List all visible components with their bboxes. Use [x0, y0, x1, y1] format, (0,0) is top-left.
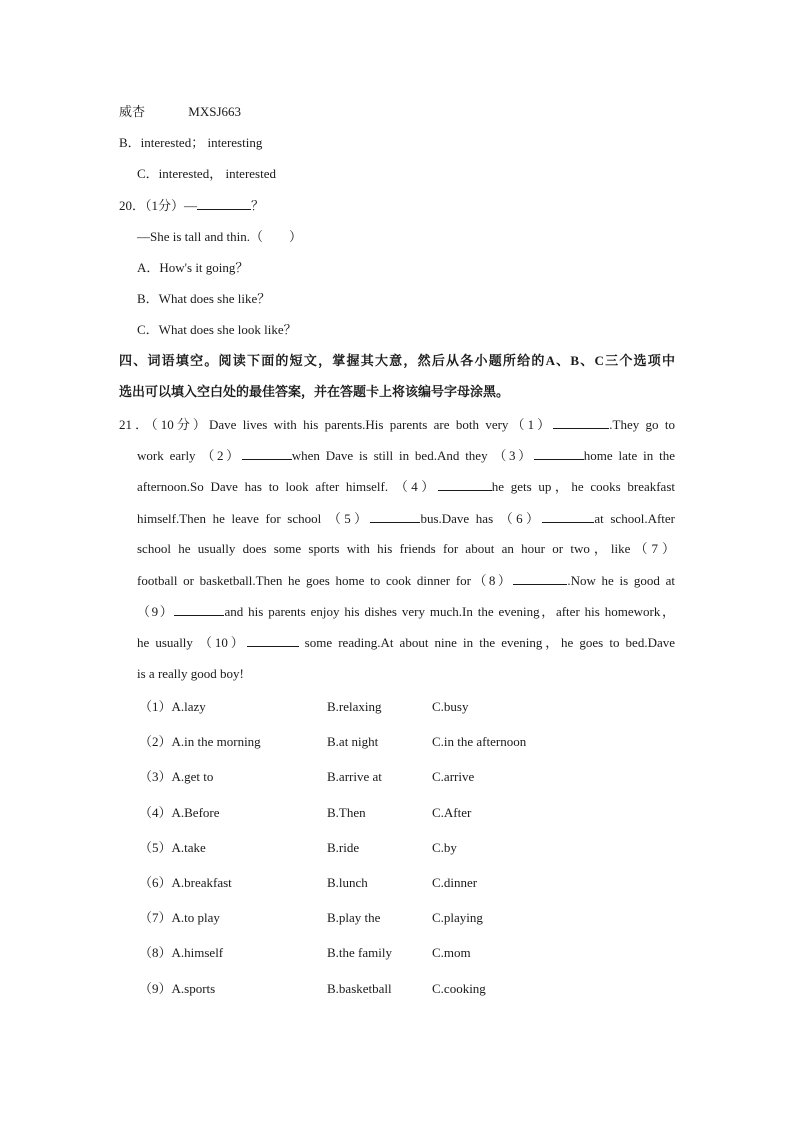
option-c: C.in the afternoon — [432, 734, 527, 750]
option-a: （8）A.himself — [139, 945, 224, 961]
answer-blank[interactable] — [513, 571, 567, 585]
option-a: （3）A.get to — [139, 769, 214, 785]
answer-blank[interactable] — [534, 446, 584, 460]
option-a: （7）A.to play — [139, 910, 220, 926]
option-b: B.arrive at — [327, 769, 382, 785]
passage-text: .They go to — [609, 417, 676, 432]
q20-option-b: B．What does she like？ — [137, 291, 271, 306]
passage-line — [137, 633, 675, 664]
option-b: B.basketball — [327, 980, 392, 996]
passage-text: and his parents enjoy his dishes very much.In the evening，after his homework， — [224, 604, 675, 620]
option-b: B.at night — [327, 734, 379, 750]
passage-text: bus.Dave has （6） — [420, 510, 543, 526]
option-b: B.the family — [327, 945, 392, 961]
passage-text: football or basketball.Then he goes home to cook dinner for（8） — [137, 572, 514, 588]
option-c: C.cooking — [432, 980, 486, 996]
answer-blank[interactable] — [242, 446, 292, 460]
header-code: MXSJ663 — [188, 104, 242, 119]
passage-text: he gets up，he cooks breakfast — [491, 479, 676, 495]
option-a: （1）A.lazy — [139, 699, 206, 714]
option-a: （6）A.breakfast — [139, 875, 232, 890]
answer-blank[interactable] — [197, 196, 251, 210]
passage-text: is a really good boy! — [137, 665, 244, 681]
answer-blank[interactable] — [247, 633, 299, 647]
option-b: B.play the — [327, 910, 381, 926]
passage-text: home late in the — [583, 448, 676, 464]
option-a: （4）A.Before — [139, 804, 220, 820]
option-c: C.dinner — [432, 875, 478, 890]
passage-line — [137, 602, 675, 633]
option-c: C.After — [432, 804, 472, 820]
option-c: C.mom — [432, 945, 471, 961]
passage-text: afternoon.So Dave has to look after himself. （4） — [137, 479, 438, 495]
option-c: C.playing — [432, 910, 483, 926]
passage-line — [137, 509, 675, 540]
header-name: 威杏 — [119, 104, 146, 119]
q20-option-c: C．What does she look like？ — [137, 322, 297, 337]
q20-answer-line: —She is tall and thin.（ ） — [137, 229, 303, 244]
option-b: B.relaxing — [327, 699, 382, 714]
option-c: C.busy — [432, 699, 469, 714]
answer-blank[interactable] — [542, 509, 594, 523]
answer-blank[interactable] — [174, 602, 224, 616]
q19-option-b: B．interested； interesting — [119, 135, 263, 150]
section-heading-line1: 四、词语填空。阅读下面的短文，掌握其大意，然后从各小题所给的A、B、C三个选项中 — [119, 353, 675, 368]
option-b: B.lunch — [327, 875, 368, 890]
option-a: （2）A.in the morning — [139, 734, 261, 750]
q19-option-c: C．interested， interested — [137, 166, 276, 181]
option-a: （5）A.take — [139, 839, 206, 855]
q20-option-a: A．How's it going？ — [137, 260, 249, 275]
passage-text: some reading.At about nine in the evening，he goes to bed.Dave — [298, 635, 675, 651]
passage-text: 21．（10分）Dave lives with his parents.His parents are both very（1） — [119, 417, 554, 432]
passage-line — [119, 415, 675, 446]
passage-text: when Dave is still in bed.And they （3） — [291, 448, 534, 464]
option-b: B.Then — [327, 804, 366, 820]
passage-text: work early （2） — [137, 448, 242, 464]
passage-line — [137, 571, 675, 602]
passage-text: school he usually does some sports with his friends for about an hour or two，like（7） — [137, 540, 675, 556]
answer-blank[interactable] — [553, 415, 609, 429]
passage-text: at school.After — [594, 510, 675, 526]
option-b: B.ride — [327, 839, 360, 855]
option-a: （9）A.sports — [139, 980, 216, 996]
answer-blank[interactable] — [370, 509, 420, 523]
passage-line — [137, 665, 675, 696]
q20-stem: 20．（1分）— ？ — [119, 198, 265, 213]
passage-line — [137, 446, 675, 477]
passage-text: he usually （10） — [137, 635, 247, 651]
passage-text: himself.Then he leave for school （5） — [137, 510, 371, 526]
section-heading-line2: 选出可以填入空白处的最佳答案，并在答题卡上将该编号字母涂黑。 — [119, 384, 510, 399]
passage-text: （9） — [137, 604, 175, 620]
passage-line — [137, 540, 675, 571]
passage-line — [137, 477, 675, 508]
q21-passage — [119, 415, 675, 696]
page-header — [119, 103, 241, 121]
answer-blank[interactable] — [438, 477, 492, 491]
passage-text: .Now he is good at — [567, 572, 675, 588]
option-c: C.by — [432, 839, 457, 855]
option-c: C.arrive — [432, 769, 475, 785]
